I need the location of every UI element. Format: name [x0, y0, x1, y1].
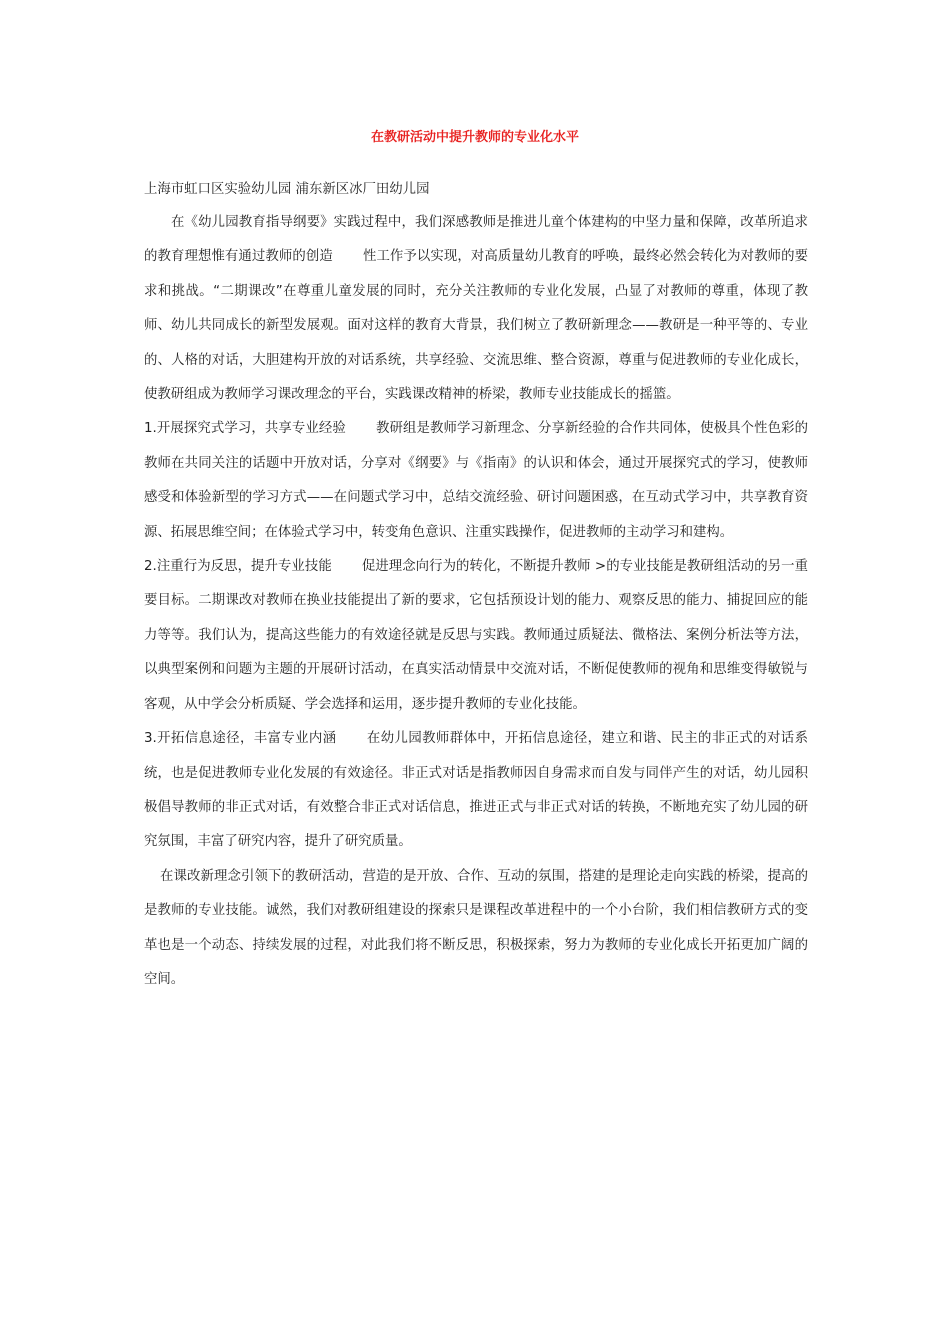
intro-paragraph — [144, 206, 808, 412]
section-paragraph-1 — [144, 412, 808, 550]
section-body-3: 在幼儿园教师群体中，开拓信息途径，建立和谐、民主的非正式的对话系统，也是促进教师专业化发展的有效途径。非正式对话是指教师因自身需求而自发与同伴产生的对话，幼儿园积极倡导教师的非正式对话，有效整合非正式对话信息，推进正式与非正式对话的转换，不断地充实了幼儿园的研究氛围，丰富了研究内容，提升了研究质量。 — [144, 731, 808, 850]
section-paragraph-2 — [144, 550, 808, 722]
section-body-2: 促进理念向行为的转化，不断提升教师 >的专业技能是教研组活动的另一重要目标。二期课改对教师在换业技能提出了新的要求，它包括预设计划的能力、观察反思的能力、捕捉回应的能力等等。我们认为，提高这些能力的有效途径就是反思与实践。教师通过质疑法、微格法、案例分析法等方法，以典型案例和问题为主题的开展研讨活动，在真实活动情景中交流对话，不断促使教师的视角和思维变得敏锐与客观，从中学会分析质疑、学会选择和运用，逐步提升教师的专业化技能。 — [144, 559, 808, 712]
section-paragraph-3 — [144, 722, 808, 860]
intro-text-part1: 在《幼儿园教育指导纲要》实践过程中，我们深感教师是推进儿童个体建构的中坚力量和保障，改革所追求的教育理想惟有通过教师的创造 — [144, 215, 808, 265]
section-heading-2: 2.注重行为反思，提升专业技能 — [144, 559, 332, 575]
section-heading-3: 3.开拓信息途径，丰富专业内涵 — [144, 731, 337, 747]
document-body — [144, 180, 808, 997]
section-heading-1: 1.开展探究式学习，共享专业经验 — [144, 421, 346, 437]
intro-text-part2: 性工作予以实现，对高质量幼儿教育的呼唤，最终必然会转化为对教师的要求和挑战。“二期课改”在尊重儿童发展的同时，充分关注教师的专业化发展，凸显了对教师的尊重，体现了教师、幼儿共同成长的新型发展观。面对这样的教育大背景，我们树立了教研新理念——教研是一种平等的、专业的、人格的对话，大胆建构开放的对话系统，共享经验、交流思维、整合资源，尊重与促进教师的专业化成长，使教研组成为教师学习课改理念的平台，实践课改精神的桥梁，教师专业技能成长的摇篮。 — [144, 249, 809, 403]
author-line: 上海市虹口区实验幼儿园 浦东新区冰厂田幼儿园 — [144, 182, 430, 197]
section-body-1: 教研组是教师学习新理念、分享新经验的合作共同体，使极具个性色彩的教师在共同关注的话题中开放对话，分享对《纲要》与《指南》的认识和体会，通过开展探究式的学习，使教师感受和体验新型的学习方式——在问题式学习中，总结交流经验、研讨问题困惑，在互动式学习中，共享教育资源、拓展思维空间；在体验式学习中，转变角色意识、注重实践操作，促进教师的主动学习和建构。 — [144, 421, 808, 540]
document-title: 在教研活动中提升教师的专业化水平 — [370, 130, 579, 145]
conclusion-paragraph: 在课改新理念引领下的教研活动，营造的是开放、合作、互动的氛围，搭建的是理论走向实践的桥梁，提高的是教师的专业技能。诚然，我们对教研组建设的探索只是课程改革进程中的一个小台阶，我们相信教研方式的变革也是一个动态、持续发展的过程，对此我们将不断反思，积极探索，努力为教师的专业化成长开拓更加广阔的空间。 — [144, 868, 808, 987]
